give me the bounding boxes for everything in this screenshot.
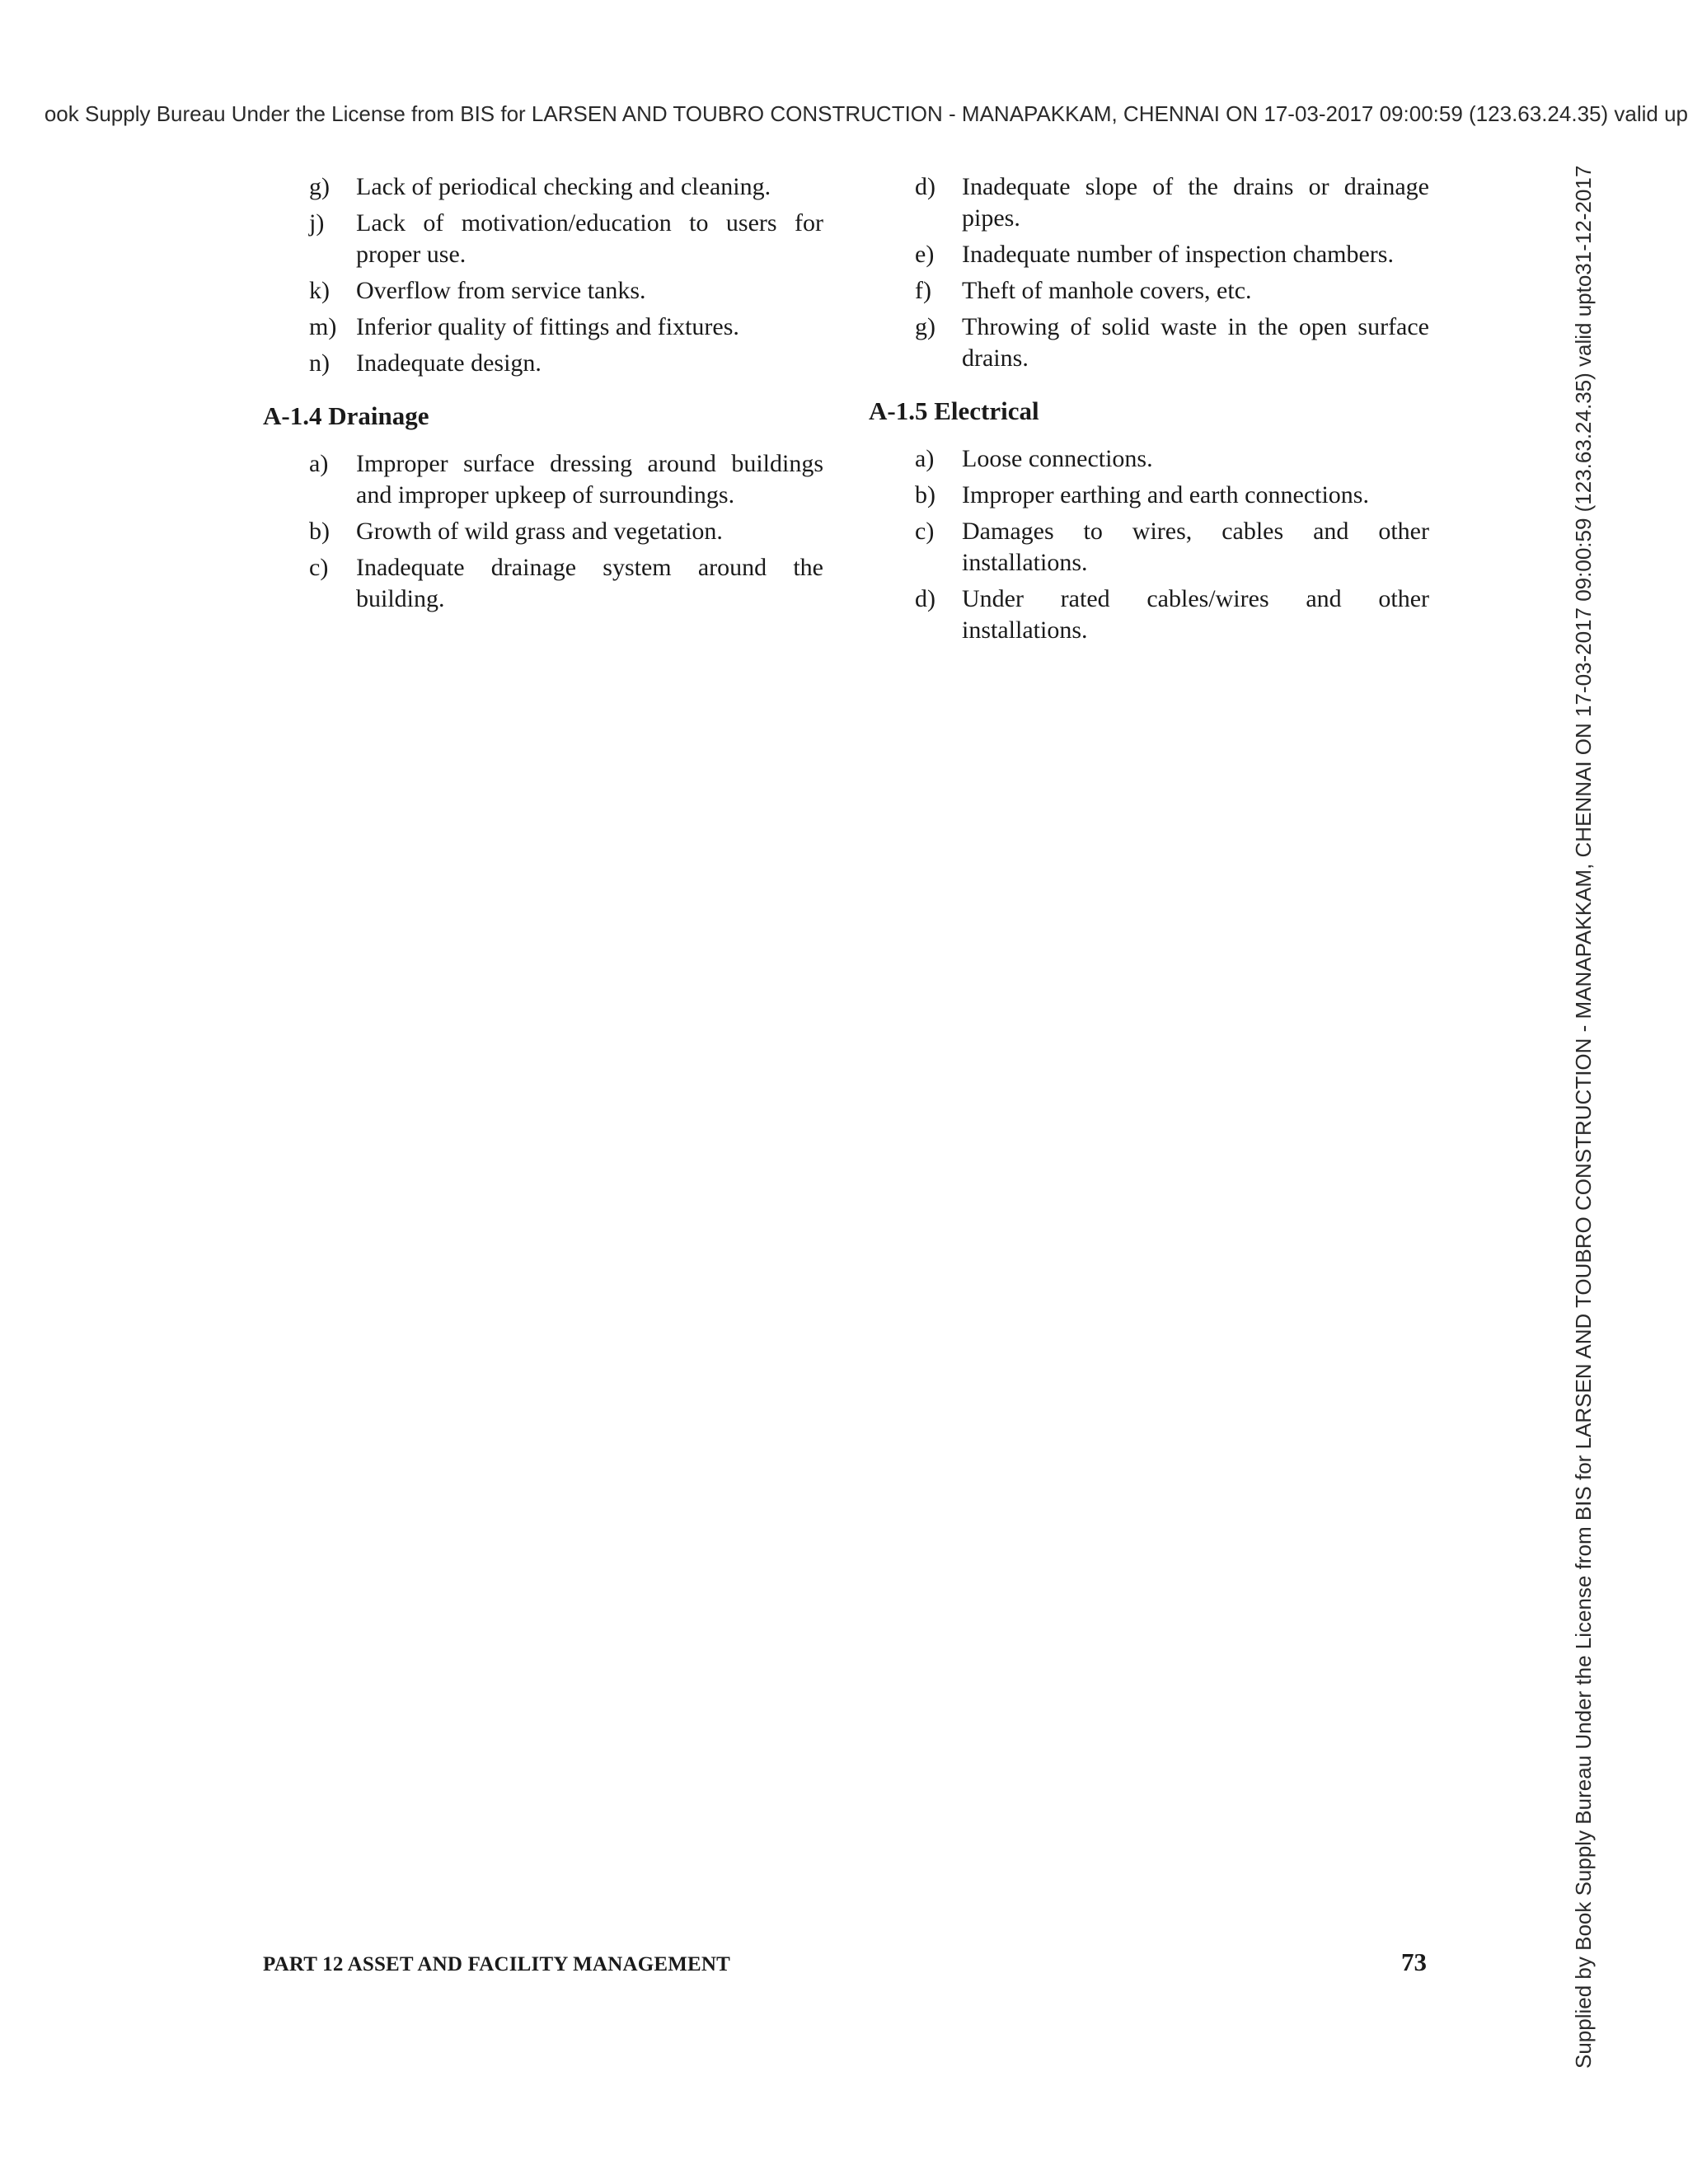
list-item [263,312,823,343]
list-top-right [869,171,1429,374]
item-label: m) [309,313,337,340]
list-item [263,448,823,511]
item-text: Inadequate drainage system around the building. [356,554,823,612]
item-text: Inadequate design. [356,349,542,377]
list-item [263,552,823,615]
item-text: Growth of wild grass and vegetation. [356,518,723,545]
item-text: Overflow from service tanks. [356,277,646,304]
watermark-top: ook Supply Bureau Under the License from BIS for LARSEN AND TOUBRO CONSTRUCTION - MANAPAKKAM, CHENNAI ON 17-03-2017 09:00:59 (123.63.24.35) valid up [44,101,1688,126]
item-text: Improper earthing and earth connections. [962,481,1369,509]
list-item [869,516,1429,579]
watermark-side: Supplied by Book Supply Bureau Under the License from BIS for LARSEN AND TOUBRO CONSTRUCTION - MANAPAKKAM, CHENNAI ON 17-03-2017 09:00:59 (123.63.24.35) valid upto31-12-2017 [1571,165,1596,2069]
item-label: j) [309,209,325,237]
list-item [869,275,1429,307]
item-label: c) [915,518,935,545]
page-number: 73 [1401,1947,1427,1976]
item-label: a) [309,450,329,477]
list-item [263,516,823,547]
footer-part-title: PART 12 ASSET AND FACILITY MANAGEMENT [263,1953,731,1975]
item-text: Inferior quality of fittings and fixtures. [356,313,739,340]
list-item [869,171,1429,234]
list-top-left [263,171,823,379]
item-label: n) [309,349,330,377]
item-text: Improper surface dressing around buildings and improper upkeep of surroundings. [356,450,823,509]
list-item [869,312,1429,374]
list-item [263,348,823,379]
list-electrical [869,443,1429,646]
list-item [263,171,823,203]
list-item [263,275,823,307]
item-text: Lack of motivation/education to users for proper use. [356,209,823,268]
section-heading-drainage: A-1.4 Drainage [263,401,429,430]
item-label: b) [915,481,935,509]
list-item [869,239,1429,270]
list-item [869,443,1429,475]
left-column [263,171,823,620]
item-text: Inadequate slope of the drains or drainage pipes. [962,173,1429,232]
item-label: d) [915,173,935,200]
right-column [869,171,1429,651]
item-text: Damages to wires, cables and other installations. [962,518,1429,576]
list-item [263,208,823,270]
list-item [869,583,1429,646]
item-label: e) [915,241,935,268]
list-item [869,480,1429,511]
list-drainage [263,448,823,615]
item-text: Throwing of solid waste in the open surface drains. [962,313,1429,372]
item-text: Loose connections. [962,445,1153,472]
item-label: g) [915,313,935,340]
item-text: Inadequate number of inspection chambers. [962,241,1394,268]
item-label: a) [915,445,935,472]
item-text: Under rated cables/wires and other installations. [962,585,1429,644]
item-label: k) [309,277,330,304]
item-label: g) [309,173,330,200]
section-heading-electrical: A-1.5 Electrical [869,396,1039,425]
item-text: Theft of manhole covers, etc. [962,277,1252,304]
item-label: c) [309,554,329,581]
item-label: f) [915,277,931,304]
item-label: b) [309,518,330,545]
item-text: Lack of periodical checking and cleaning. [356,173,771,200]
item-label: d) [915,585,935,612]
